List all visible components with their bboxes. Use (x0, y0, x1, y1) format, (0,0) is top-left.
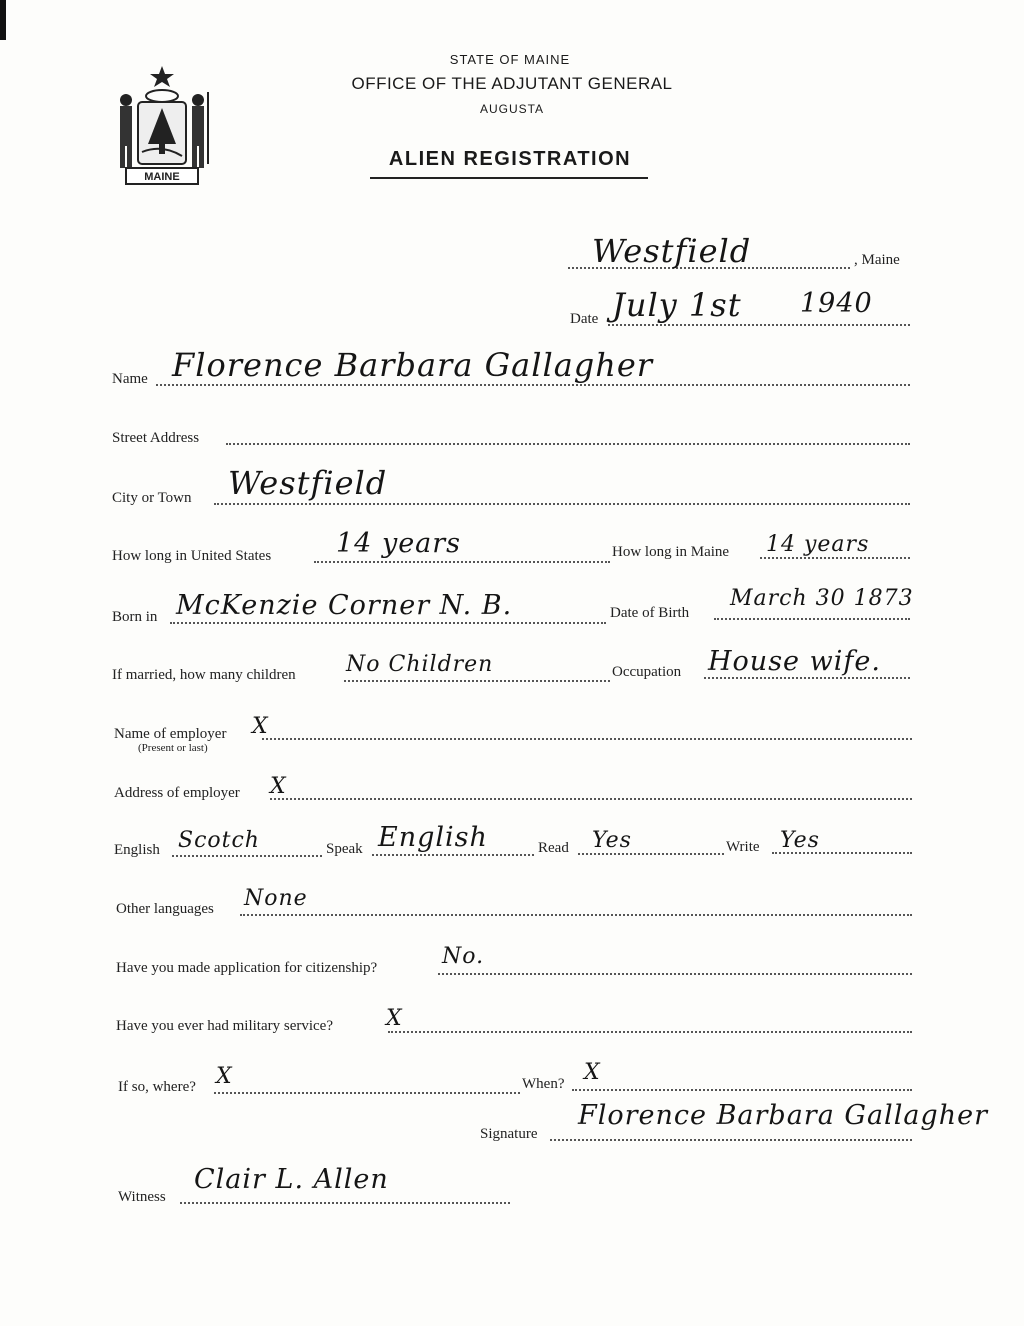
street-line[interactable] (226, 443, 910, 445)
date-label: Date (570, 311, 599, 327)
employer-sub-label: (Present or last) (138, 742, 208, 754)
date-line (608, 324, 910, 326)
scan-edge-mark (0, 0, 6, 40)
write-value[interactable]: Yes (780, 828, 820, 853)
other-languages-label: Other languages (116, 901, 214, 917)
dob-line (714, 618, 910, 620)
signature-line (550, 1139, 912, 1141)
military-value[interactable]: X (386, 1006, 403, 1031)
office-heading: OFFICE OF THE ADJUTANT GENERAL (351, 74, 673, 93)
city-heading: AUGUSTA (479, 102, 545, 116)
occupation-line (704, 677, 910, 679)
where-label: If so, where? (118, 1079, 196, 1095)
signature-label: Signature (480, 1126, 538, 1142)
employer-address-label: Address of employer (114, 785, 240, 801)
children-line (344, 680, 610, 682)
read-line (578, 853, 724, 855)
how-long-maine-label: How long in Maine (612, 544, 730, 560)
name-line (156, 384, 910, 386)
english-label: English (114, 842, 160, 858)
military-label: Have you ever had military service? (116, 1018, 333, 1034)
state-heading: STATE OF MAINE (449, 52, 571, 67)
city-line (214, 503, 910, 505)
how-long-us-label: How long in United States (112, 548, 272, 564)
other-languages-value[interactable]: None (244, 886, 308, 911)
employer-line (262, 738, 912, 740)
occupation-value[interactable]: House wife. (708, 646, 881, 677)
children-label: If married, how many children (112, 667, 296, 683)
read-label: Read (538, 840, 569, 856)
other-languages-line (240, 914, 912, 916)
name-value[interactable]: Florence Barbara Gallagher (172, 346, 654, 384)
witness-line (180, 1202, 510, 1204)
dob-label: Date of Birth (610, 605, 690, 621)
signature-value[interactable]: Florence Barbara Gallagher (578, 1100, 988, 1131)
when-line (572, 1089, 912, 1091)
date-value[interactable]: July 1st (612, 286, 742, 324)
when-label: When? (522, 1076, 565, 1092)
how-long-us-line (314, 561, 610, 563)
when-value[interactable]: X (584, 1060, 601, 1085)
citizenship-value[interactable]: No. (442, 944, 485, 969)
military-line (388, 1031, 912, 1033)
employer-label: Name of employer (114, 726, 227, 742)
how-long-us-value[interactable]: 14 years (336, 528, 462, 559)
occupation-label: Occupation (612, 664, 682, 680)
witness-value[interactable]: Clair L. Allen (194, 1164, 389, 1195)
english-line (172, 855, 322, 857)
speak-line (372, 854, 534, 856)
write-label: Write (726, 839, 760, 855)
witness-label: Witness (118, 1189, 166, 1205)
town-value[interactable]: Westfield (592, 232, 752, 270)
children-value[interactable]: No Children (346, 652, 494, 677)
citizenship-label: Have you made application for citizenship? (116, 960, 378, 976)
where-value[interactable]: X (216, 1064, 233, 1089)
how-long-maine-line (760, 557, 910, 559)
dob-value[interactable]: March 30 1873 (730, 586, 914, 611)
seal-text: MAINE (144, 171, 180, 183)
city-value[interactable]: Westfield (228, 464, 388, 502)
born-in-value[interactable]: McKenzie Corner N. B. (176, 590, 513, 621)
born-in-line (170, 622, 606, 624)
speak-value[interactable]: English (378, 822, 488, 853)
born-in-label: Born in (112, 609, 158, 625)
read-value[interactable]: Yes (592, 828, 632, 853)
where-line (214, 1092, 520, 1094)
employer-address-value[interactable]: X (270, 774, 287, 799)
form-title: ALIEN REGISTRATION (388, 148, 632, 170)
speak-label: Speak (326, 841, 363, 857)
how-long-maine-value[interactable]: 14 years (766, 532, 870, 557)
year-value[interactable]: 1940 (800, 288, 873, 319)
employer-value[interactable]: X (252, 714, 269, 739)
maine-label: , Maine (854, 252, 900, 268)
title-underline (370, 177, 648, 179)
english-value[interactable]: Scotch (178, 828, 260, 853)
street-label: Street Address (112, 430, 200, 446)
employer-address-line (270, 798, 912, 800)
citizenship-line (438, 973, 912, 975)
city-label: City or Town (112, 490, 192, 506)
name-label: Name (112, 371, 148, 387)
